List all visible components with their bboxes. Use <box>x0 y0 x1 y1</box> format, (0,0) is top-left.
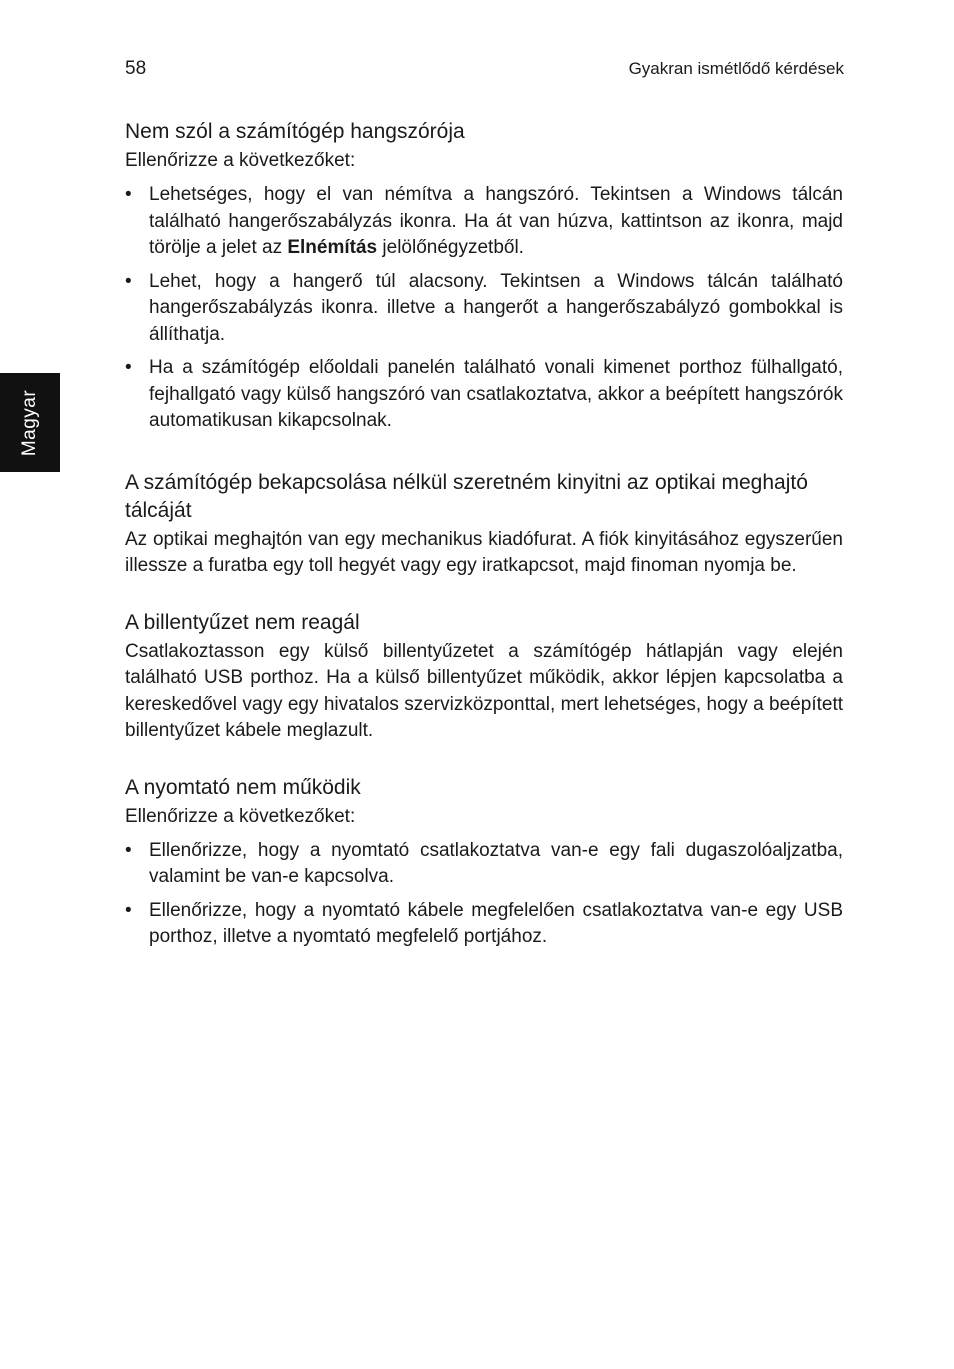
language-tab-label: Magyar <box>19 389 40 457</box>
language-tab <box>0 373 60 472</box>
list-item-text: Ellenőrizze, hogy a nyomtató kábele megfelelően csatlakoztatva van-e egy USB porthoz, illetve a nyomtató megfelelő portjához. <box>149 899 843 947</box>
bullet-icon: • <box>125 839 132 861</box>
section-intro: Ellenőrizze a következőket: <box>125 805 356 827</box>
bullet-list <box>125 182 843 435</box>
list-item-text: Ellenőrizze, hogy a nyomtató csatlakoztatva van-e egy fali dugaszolóaljzatba, valamint be van-e kapcsolva. <box>149 839 843 887</box>
section-heading: A nyomtató nem működik <box>125 775 361 799</box>
list-item <box>125 898 843 951</box>
bullet-icon: • <box>125 357 132 378</box>
section-printer <box>125 774 843 951</box>
section-optical-drive <box>125 469 843 580</box>
list-item <box>125 182 843 262</box>
list-item-text: Ha a számítógép előoldali panelén található vonali kimenet porthoz fülhallgató, fejhallgató vagy külső hangszóró van csatlakoztatva, akkor a beépített hangszórók automatikusan kikapcsolnak. <box>149 357 843 431</box>
bullet-icon: • <box>125 184 132 205</box>
list-item-text: Lehet, hogy a hangerő túl alacsony. Tekintsen a Windows tálcán található hangerőszabályzás ikonra. illetve a hangerőt a hangerőszabályzó gombokkal is állíthatja. <box>149 270 843 345</box>
section-heading: Nem szól a számítógép hangszórója <box>125 120 465 143</box>
page-number: 58 <box>125 58 147 79</box>
page-content <box>125 118 843 951</box>
list-item <box>125 355 843 435</box>
section-heading: A billentyűzet nem reagál <box>125 610 360 634</box>
bullet-icon: • <box>125 899 132 921</box>
section-body: Az optikai meghajtón van egy mechanikus kiadófurat. A fiók kinyitásához egyszerűen illessze a furatba egy toll hegyét vagy egy iratkapcsot, majd finoman nyomja be. <box>125 528 843 576</box>
bullet-list <box>125 838 843 951</box>
running-header: Gyakran ismétlődő kérdések <box>628 59 844 78</box>
list-item-text-after: jelölőnégyzetből. <box>377 237 524 258</box>
section-body: Csatlakoztasson egy külső billentyűzetet a számítógép hátlapján vagy elején található USB porthoz. Ha a külső billentyűzet működik, akkor lépjen kapcsolatba a kereskedővel vagy egy hivatalos szervizközponttal, mert lehetséges, hogy a beépített billentyűzet kábele meglazult. <box>125 640 843 741</box>
list-item-bold: Elnémítás <box>287 237 378 258</box>
section-keyboard <box>125 609 843 745</box>
bullet-icon: • <box>125 270 132 292</box>
section-intro: Ellenőrizze a következőket: <box>125 150 356 171</box>
list-item <box>125 269 843 349</box>
section-heading: A számítógép bekapcsolása nélkül szeretném kinyitni az optikai meghajtó tálcáját <box>125 470 808 522</box>
list-item <box>125 838 843 891</box>
list-item-text: Lehetséges, hogy el van némítva a hangszóró. Tekintsen a Windows tálcán található hangerőszabályzás ikonra. Ha át van húzva, kattintson az ikonra, majd törölje a jelet az <box>149 184 843 258</box>
section-speaker <box>125 118 843 435</box>
